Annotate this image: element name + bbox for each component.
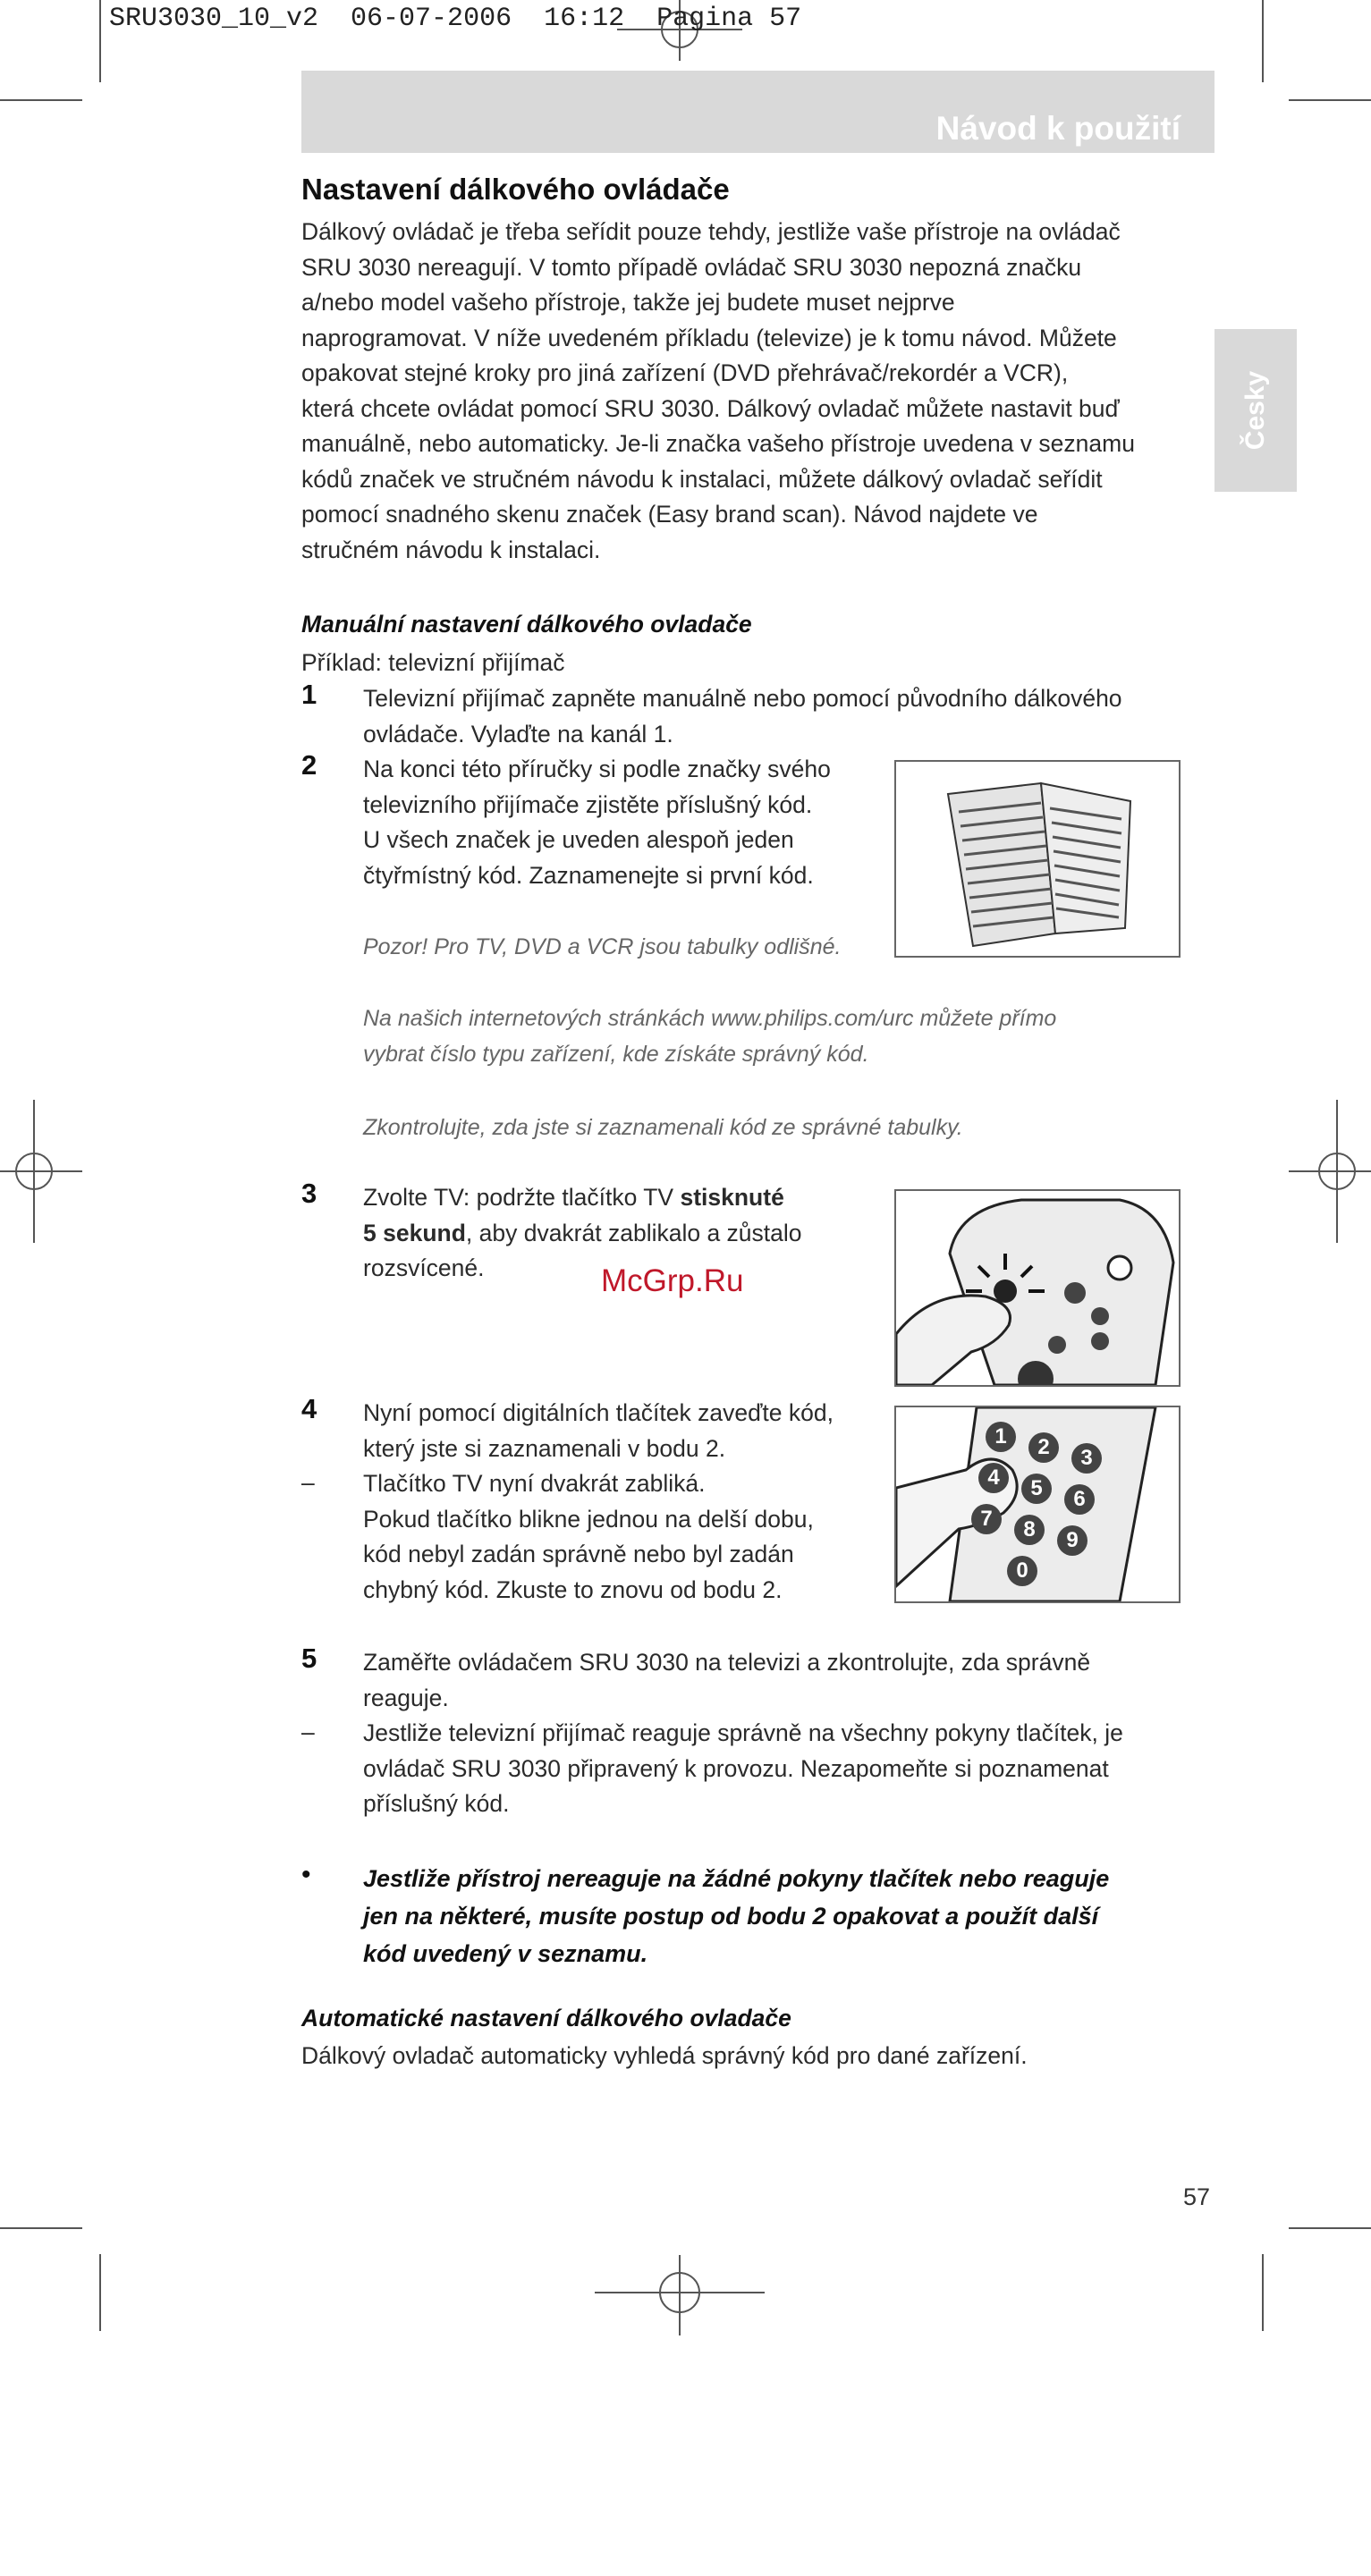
step-4-result [363,1466,814,1608]
keypad-digit: 1 [994,1424,1007,1448]
step-1-number: 1 [301,679,317,710]
keypad-illustration [894,1406,1181,1603]
step-5-result-line: příslušný kód. [363,1790,510,1817]
crop-mark [0,99,82,101]
step-2-line: U všech značek je uveden alespoň jeden [363,826,794,853]
step-4-result-line: Tlačítko TV nyní dvakrát zabliká. [363,1470,706,1497]
keypad-digit: 6 [1073,1487,1086,1511]
crop-mark [1262,0,1264,82]
keypad-digit: 4 [987,1465,1000,1490]
warning-line: jen na některé, musíte postup od bodu 2 opakovat a použít další [363,1903,1099,1930]
keypad-key [978,1463,1009,1493]
keypad-key [1007,1556,1037,1586]
keypad-key [1028,1432,1059,1463]
keypad-key [1021,1474,1052,1504]
warning-text [363,1860,1195,1972]
crop-mark [99,0,101,82]
code-booklet-icon [896,762,1179,956]
registration-mark-right [1289,1100,1371,1243]
keypad-digit: 3 [1080,1446,1093,1470]
header-title: Návod k použití [935,110,1181,147]
keypad-digit: 0 [1016,1558,1028,1583]
registration-mark-bottom [595,2255,765,2335]
step-5-dash: – [301,1719,315,1745]
crop-mark [0,2227,82,2229]
step-5-line: reaguje. [363,1684,449,1711]
step-2-note-line: vybrat číslo typu zařízení, kde získáte správný kód. [363,1041,869,1067]
crop-mark [1289,99,1371,101]
step-2-number: 2 [301,749,317,781]
keypad-key [971,1504,1002,1534]
step-2-line: televizního přijímače zjistěte příslušný kód. [363,790,813,818]
intro-line: SRU 3030 nereagují. V tomto případě ovládač SRU 3030 nepozná značku [301,253,1082,281]
step-2-note: Zkontrolujte, zda jste si zaznamenali kód ze správné tabulky. [363,1115,963,1140]
step-2-line: čtyřmístný kód. Zaznamenejte si první kód. [363,861,814,889]
step-4-result-line: chybný kód. Zkuste to znovu od bodu 2. [363,1575,783,1603]
step-4-result-line: Pokud tlačítko blikne jednou na delší dobu, [363,1505,814,1533]
crop-mark [99,2254,101,2331]
step-5-number: 5 [301,1643,317,1674]
step-3-line: Zvolte TV: podržte tlačítko TV [363,1184,681,1211]
remote-tv-button-icon [896,1191,1179,1385]
intro-line: Dálkový ovládač je třeba seřídit pouze tehdy, jestliže vaše přístroje na ovládač [301,218,1121,245]
intro-paragraph [301,215,1182,568]
step-4-result-line: kód nebyl zadán správně nebo byl zadán [363,1541,794,1567]
step-5-result-line: Jestliže televizní přijímač reaguje správně na všechny pokyny tlačítek, je [363,1719,1123,1746]
auto-setup-title: Automatické nastavení dálkového ovladače [301,2005,791,2031]
step-2-note: Pozor! Pro TV, DVD a VCR jsou tabulky odlišné. [363,934,842,959]
step-3-emphasis: 5 sekund [363,1219,466,1246]
crop-mark [1289,2227,1371,2229]
keypad-key [1071,1443,1102,1474]
keypad-key [986,1422,1016,1452]
step-5-result-line: ovládač SRU 3030 připravený k provozu. Nezapomeňte si poznamenat [363,1754,1109,1782]
watermark: McGrp.Ru [601,1263,744,1298]
step-4-text [363,1396,834,1466]
warning-bullet: • [301,1860,311,1889]
intro-line: kódů značek ve stručném návodu k instalaci, můžete dálkový ovladač seřídit [301,465,1103,493]
intro-line: pomocí snadného skenu značek (Easy brand scan). Návod najdete ve [301,501,1038,528]
step-1-line: Televizní přijímač zapněte manuálně nebo pomocí původního dálkového [363,685,1122,712]
code-booklet-illustration [894,760,1181,958]
language-tab-label: Česky [1240,370,1270,451]
step-1-text [363,681,1122,752]
keypad-digit: 9 [1066,1528,1079,1552]
crop-mark [1262,2254,1264,2331]
intro-line: manuálně, nebo automaticky. Je-li značka vašeho přístroje uvedena v seznamu [301,430,1135,457]
step-5-text [363,1645,1090,1716]
manual-setup-title: Manuální nastavení dálkového ovladače [301,611,752,638]
manual-setup-example: Příklad: televizní přijímač [301,649,565,676]
step-4-dash: – [301,1469,315,1496]
step-2-text [363,752,831,893]
step-2-note-line: Na našich internetových stránkách www.philips.com/urc můžete přímo [363,1006,1057,1031]
keypad-key [1014,1515,1045,1545]
warning-line: Jestliže přístroj nereaguje na žádné pokyny tlačítek nebo reaguje [363,1865,1110,1892]
step-5-line: Zaměřte ovládačem SRU 3030 na televizi a zkontrolujte, zda správně [363,1649,1091,1676]
intro-line: která chcete ovládat pomocí SRU 3030. Dálkový ovladač můžete nastavit buď [301,394,1120,422]
step-2-note [363,1001,1168,1072]
header-bar [301,71,1214,153]
registration-mark-left [0,1100,82,1243]
step-4-line: Nyní pomocí digitálních tlačítek zaveďte kód, [363,1399,834,1426]
intro-line: a/nebo model vašeho přístroje, takže jej budete muset nejprve [301,289,955,316]
step-3-line: rozsvícené. [363,1254,485,1281]
keypad-digit: 7 [980,1507,993,1531]
intro-line: naprogramovat. V níže uvedeném příkladu (televize) je k tomu návod. Můžete [301,324,1117,351]
step-4-line: který jste si zaznamenali v bodu 2. [363,1434,726,1462]
page-number: 57 [1183,2183,1211,2210]
page-heading: Nastavení dálkového ovládače [301,173,730,206]
keypad-digit: 5 [1030,1476,1043,1500]
keypad-key [1064,1484,1095,1515]
step-1-line: ovládače. Vylaďte na kanál 1. [363,720,673,747]
step-5-result [363,1716,1123,1822]
step-3-line: , aby dvakrát zablikalo a zůstalo [465,1219,802,1246]
step-4-number: 4 [301,1393,317,1424]
step-3-emphasis: stisknuté [680,1184,784,1211]
keypad-digit: 2 [1037,1435,1050,1459]
tv-button-illustration [894,1189,1181,1387]
keypad-digit: 8 [1023,1517,1036,1541]
language-tab [1214,329,1297,492]
keypad-key [1057,1525,1087,1556]
intro-line: opakovat stejné kroky pro jiná zařízení (DVD přehrávač/rekordér a VCR), [301,359,1069,386]
warning-line: kód uvedený v seznamu. [363,1940,648,1967]
step-3-number: 3 [301,1178,317,1209]
step-2-line: Na konci této příručky si podle značky svého [363,756,831,782]
auto-setup-text: Dálkový ovladač automaticky vyhledá správný kód pro dané zařízení. [301,2042,1028,2069]
print-slug: SRU3030_10_v2 06-07-2006 16:12 Pagina 57 [109,4,802,34]
intro-line: stručném návodu k instalaci. [301,536,601,563]
